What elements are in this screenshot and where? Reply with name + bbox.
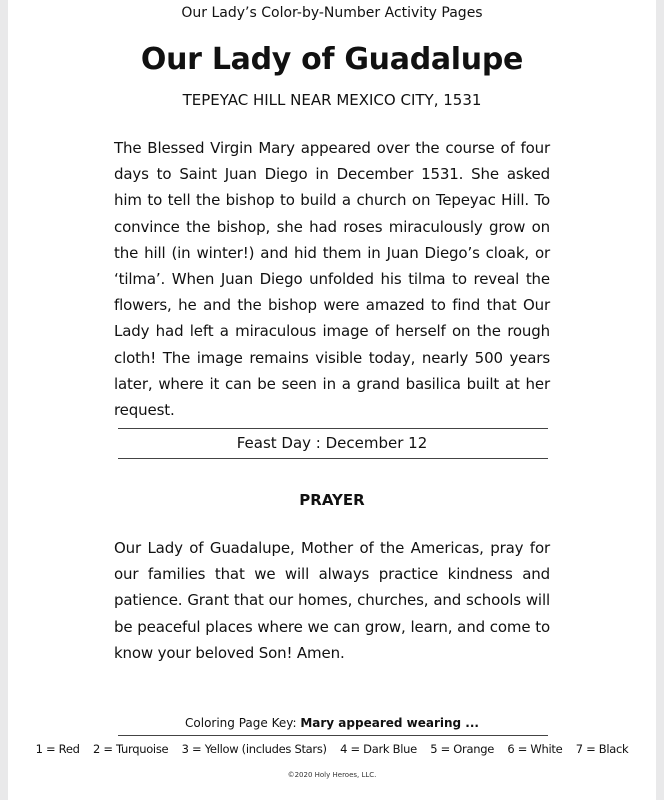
coloring-key-divider — [118, 735, 548, 736]
copyright-notice: ©2020 Holy Heroes, LLC. — [287, 771, 377, 779]
activity-page — [8, 0, 656, 800]
feast-day-label: Feast Day : December 12 — [236, 434, 428, 452]
coloring-key-title — [8, 714, 656, 732]
coloring-key-label-bold: Mary appeared wearing ... — [300, 716, 479, 730]
page-title: Our Lady of Guadalupe — [140, 42, 524, 77]
prayer-heading: PRAYER — [299, 491, 365, 509]
coloring-key-list — [8, 741, 656, 757]
story-paragraph: The Blessed Virgin Mary appeared over the course of four days to Saint Juan Diego in December 1531. She asked him to tell the bishop to build a church on Tepeyac Hill. To convince the bishop, she had roses miraculously grow on the hill (in winter!) and hid them in Juan Diego’s cloak, or ‘tilma’. When Juan Diego unfolded his tilma to reveal the flowers, he and the bishop were amazed to find that Our Lady had left a miraculous image of herself on the rough cloth! The image remains visible today, nearly 500 years later, where it can be seen in a grand basilica built at her request. — [114, 139, 550, 420]
feast-day-bottom-divider — [118, 458, 548, 459]
prayer-paragraph: Our Lady of Guadalupe, Mother of the Americas, pray for our families that we will always practice kindness and patience. Grant that our homes, churches, and schools will be peaceful places where we can grow, learn, and come to know your beloved Son! Amen. — [114, 539, 550, 662]
coloring-key-item-1: 1 = Red — [35, 742, 80, 756]
coloring-key-item-5: 5 = Orange — [430, 742, 494, 756]
page-subtitle: TEPEYAC HILL NEAR MEXICO CITY, 1531 — [182, 91, 482, 109]
feast-day-top-divider — [118, 428, 548, 429]
coloring-key-item-2: 2 = Turquoise — [92, 742, 169, 756]
page-header: Our Lady’s Color-by-Number Activity Pages — [181, 5, 483, 21]
coloring-key-item-3: 3 = Yellow (includes Stars) — [181, 742, 327, 756]
coloring-key-item-7: 7 = Black — [575, 742, 629, 756]
coloring-key-item-6: 6 = White — [507, 742, 563, 756]
coloring-key-item-4: 4 = Dark Blue — [340, 742, 417, 756]
coloring-key-label: Coloring Page Key: — [185, 716, 297, 730]
